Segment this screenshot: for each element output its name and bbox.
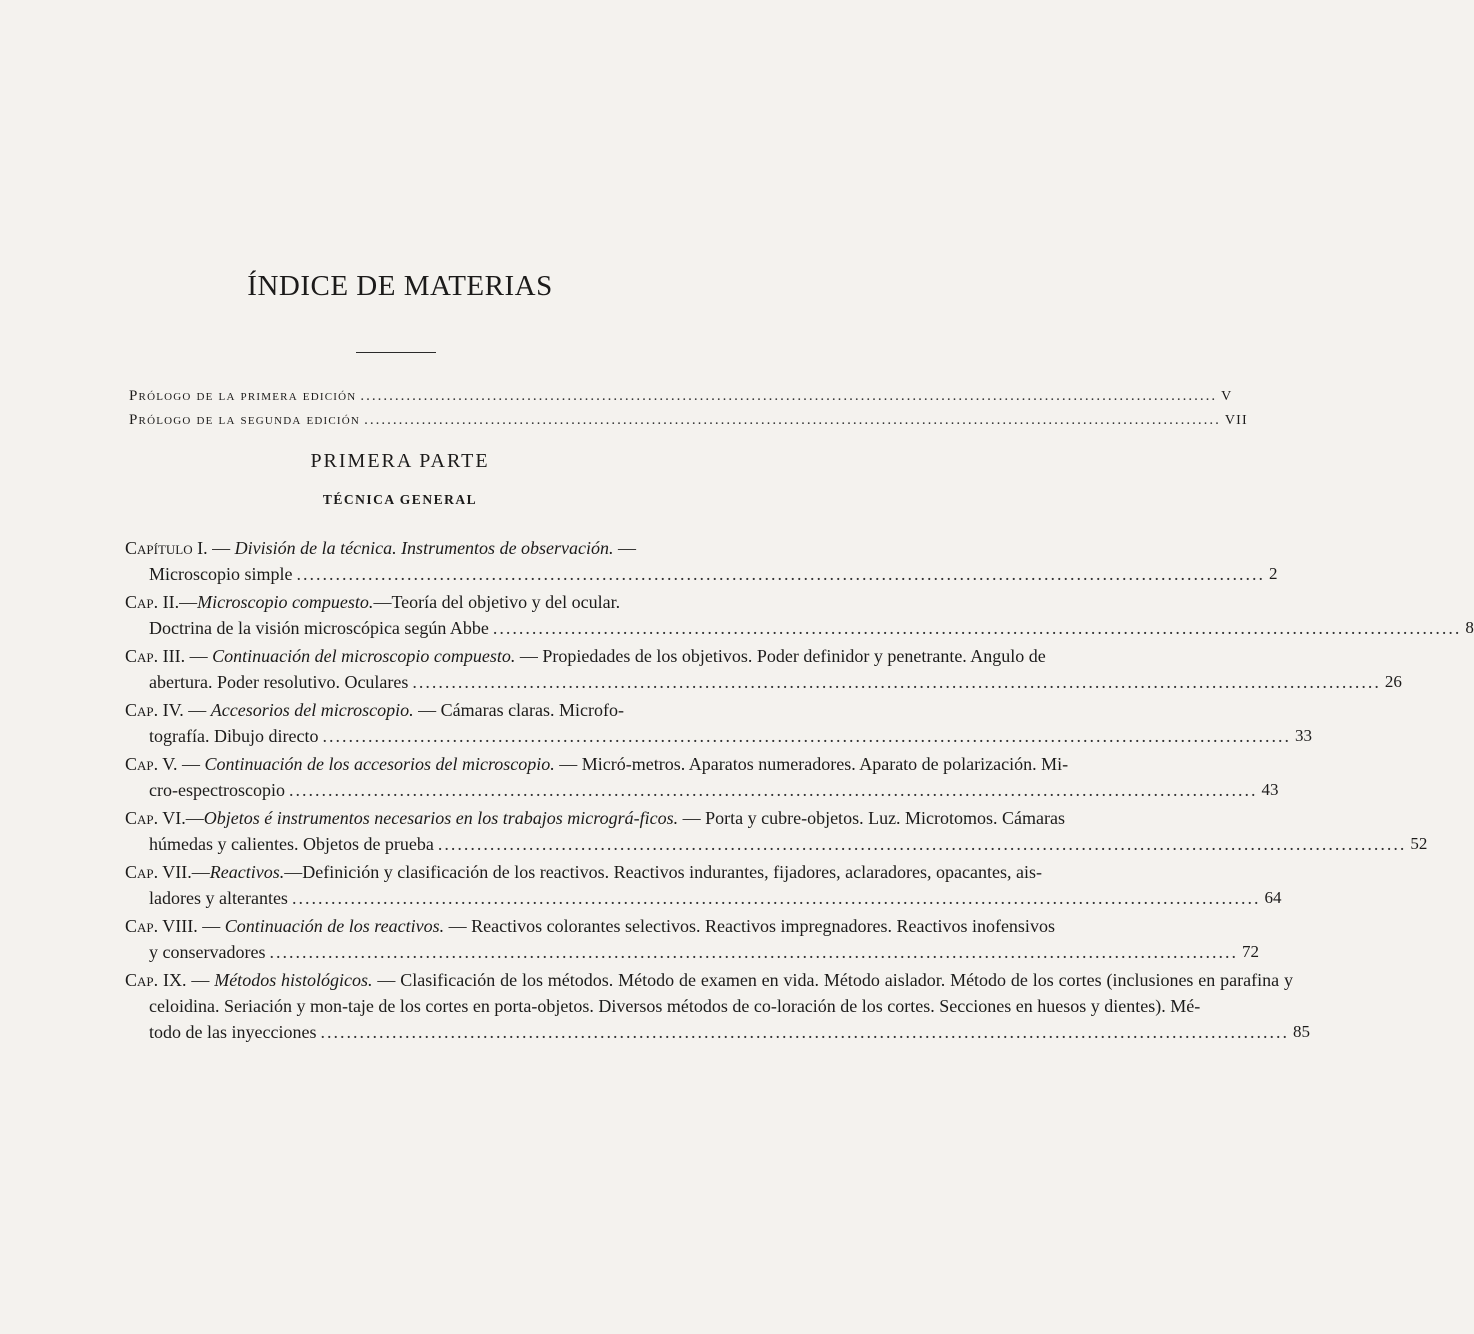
dot-leader — [292, 885, 1261, 911]
chapter-title: Continuación de los accesorios del microscopio. — [204, 754, 555, 774]
chapter-entry[interactable] — [125, 643, 1402, 695]
chapter-number: Cap. VIII. — [125, 916, 198, 936]
chapter-entry[interactable] — [125, 859, 1282, 911]
page-number: 26 — [1384, 672, 1402, 691]
dot-leader — [438, 831, 1407, 857]
chapter-title: Continuación de los reactivos. — [224, 916, 445, 936]
chapter-separator: — — [197, 916, 225, 936]
chapter-title: Microscopio compuesto. — [197, 592, 374, 612]
prologue-entry-1[interactable] — [129, 388, 1233, 412]
chapter-description: — Cámaras claras. Microfo- — [413, 700, 625, 720]
chapter-description: —Definición y clasificación de los reactivos. Reactivos indurantes, fijadores, aclaradores, opacantes, ais- — [284, 862, 1042, 882]
chapter-entry[interactable] — [125, 751, 1279, 803]
dot-leader — [296, 561, 1265, 587]
chapter-description-end: todo de las inyecciones — [149, 1022, 317, 1042]
chapter-separator: — — [183, 700, 211, 720]
chapter-separator: — — [191, 862, 210, 882]
page-number: 64 — [1264, 888, 1282, 907]
chapter-description: — Propiedades de los objetivos. Poder definidor y penetrante. Angulo de — [515, 646, 1046, 666]
chapter-list — [125, 535, 1474, 1047]
chapter-description-end: Doctrina de la visión microscópica según Abbe — [149, 618, 489, 638]
chapter-separator: — — [185, 808, 204, 828]
chapter-title: Objetos é instrumentos necesarios en los trabajos micrográ-ficos. — [203, 808, 679, 828]
dot-leader — [289, 777, 1258, 803]
chapter-description: — Reactivos colorantes selectivos. Reactivos impregnadores. Reactivos inofensivos — [444, 916, 1055, 936]
chapter-separator: — — [186, 970, 215, 990]
chapter-number: Cap. IV. — [125, 700, 184, 720]
chapter-description-end: húmedas y calientes. Objetos de prueba — [149, 834, 434, 854]
chapter-description-end: y conservadores — [149, 942, 266, 962]
chapter-title: División de la técnica. Instrumentos de observación. — [234, 538, 614, 558]
chapter-number: Cap. IX. — [125, 970, 187, 990]
chapter-description: — — [613, 538, 637, 558]
page-number: 52 — [1410, 834, 1428, 853]
prologue-list — [129, 388, 1248, 436]
chapter-entry[interactable] — [125, 589, 1474, 641]
part-subtitle: TÉCNICA GENERAL — [322, 492, 478, 507]
chapter-description: — Micró-metros. Aparatos numeradores. Aparato de polarización. Mi- — [554, 754, 1069, 774]
prologue-label: Prólogo de la primera edición — [129, 388, 357, 404]
dot-leader — [320, 1019, 1289, 1045]
chapter-separator: — — [185, 646, 213, 666]
chapter-description-end: abertura. Poder resolutivo. Oculares — [149, 672, 409, 692]
chapter-entry[interactable] — [125, 913, 1259, 965]
dot-leader — [269, 939, 1238, 965]
chapter-description-end: tografía. Dibujo directo — [149, 726, 319, 746]
chapter-description-end: Microscopio simple — [149, 564, 293, 584]
page-number: VII — [1224, 413, 1248, 428]
chapter-title: Métodos histológicos. — [214, 970, 373, 990]
page-number: 2 — [1268, 564, 1278, 583]
dot-leader — [412, 669, 1381, 695]
chapter-number: Cap. II. — [125, 592, 180, 612]
chapter-description-end: cro-espectroscopio — [149, 780, 285, 800]
page-number: 8 — [1465, 618, 1474, 637]
part-title: PRIMERA PARTE — [310, 450, 490, 472]
chapter-entry[interactable] — [125, 967, 1310, 1045]
chapter-title: Continuación del microscopio compuesto. — [212, 646, 516, 666]
chapter-entry[interactable] — [125, 805, 1428, 857]
chapter-entry[interactable] — [125, 535, 1278, 587]
chapter-title: Accesorios del microscopio. — [210, 700, 414, 720]
chapter-description: — Clasificación de los métodos. Método de examen en vida. Método aislador. Método de los cortes (inclusiones en parafina y celoidina. Seriación y mon-taje de los cortes en porta-objetos. Diversos métodos de co-loración de los cortes. Secciones en huesos y dientes). Mé- — [149, 970, 1293, 1016]
page-number: 43 — [1261, 780, 1279, 799]
chapter-number: Cap. VII. — [125, 862, 192, 882]
chapter-description: —Teoría del objetivo y del ocular. — [373, 592, 621, 612]
page-number: V — [1221, 389, 1233, 404]
chapter-number: Cap. V. — [125, 754, 178, 774]
page-number: 33 — [1294, 726, 1312, 745]
prologue-entry-2[interactable] — [129, 412, 1248, 436]
dot-leader — [360, 388, 1217, 405]
chapter-entry[interactable] — [125, 697, 1312, 749]
page-title: ÍNDICE DE MATERIAS — [247, 270, 553, 302]
dot-leader — [364, 412, 1221, 429]
chapter-description: — Porta y cubre-objetos. Luz. Microtomos. Cámaras — [678, 808, 1066, 828]
title-rule — [356, 352, 436, 353]
page-number: 85 — [1292, 1022, 1310, 1041]
chapter-separator: — — [177, 754, 205, 774]
chapter-number: Cap. VI. — [125, 808, 186, 828]
prologue-label: Prólogo de la segunda edición — [129, 412, 361, 428]
chapter-title: Reactivos. — [209, 862, 285, 882]
chapter-number: Cap. III. — [125, 646, 186, 666]
page-number: 72 — [1241, 942, 1259, 961]
chapter-separator: — — [179, 592, 198, 612]
dot-leader — [493, 615, 1462, 641]
dot-leader — [322, 723, 1291, 749]
chapter-separator: — — [207, 538, 235, 558]
chapter-description-end: ladores y alterantes — [149, 888, 288, 908]
chapter-number: Capítulo I. — [125, 538, 208, 558]
